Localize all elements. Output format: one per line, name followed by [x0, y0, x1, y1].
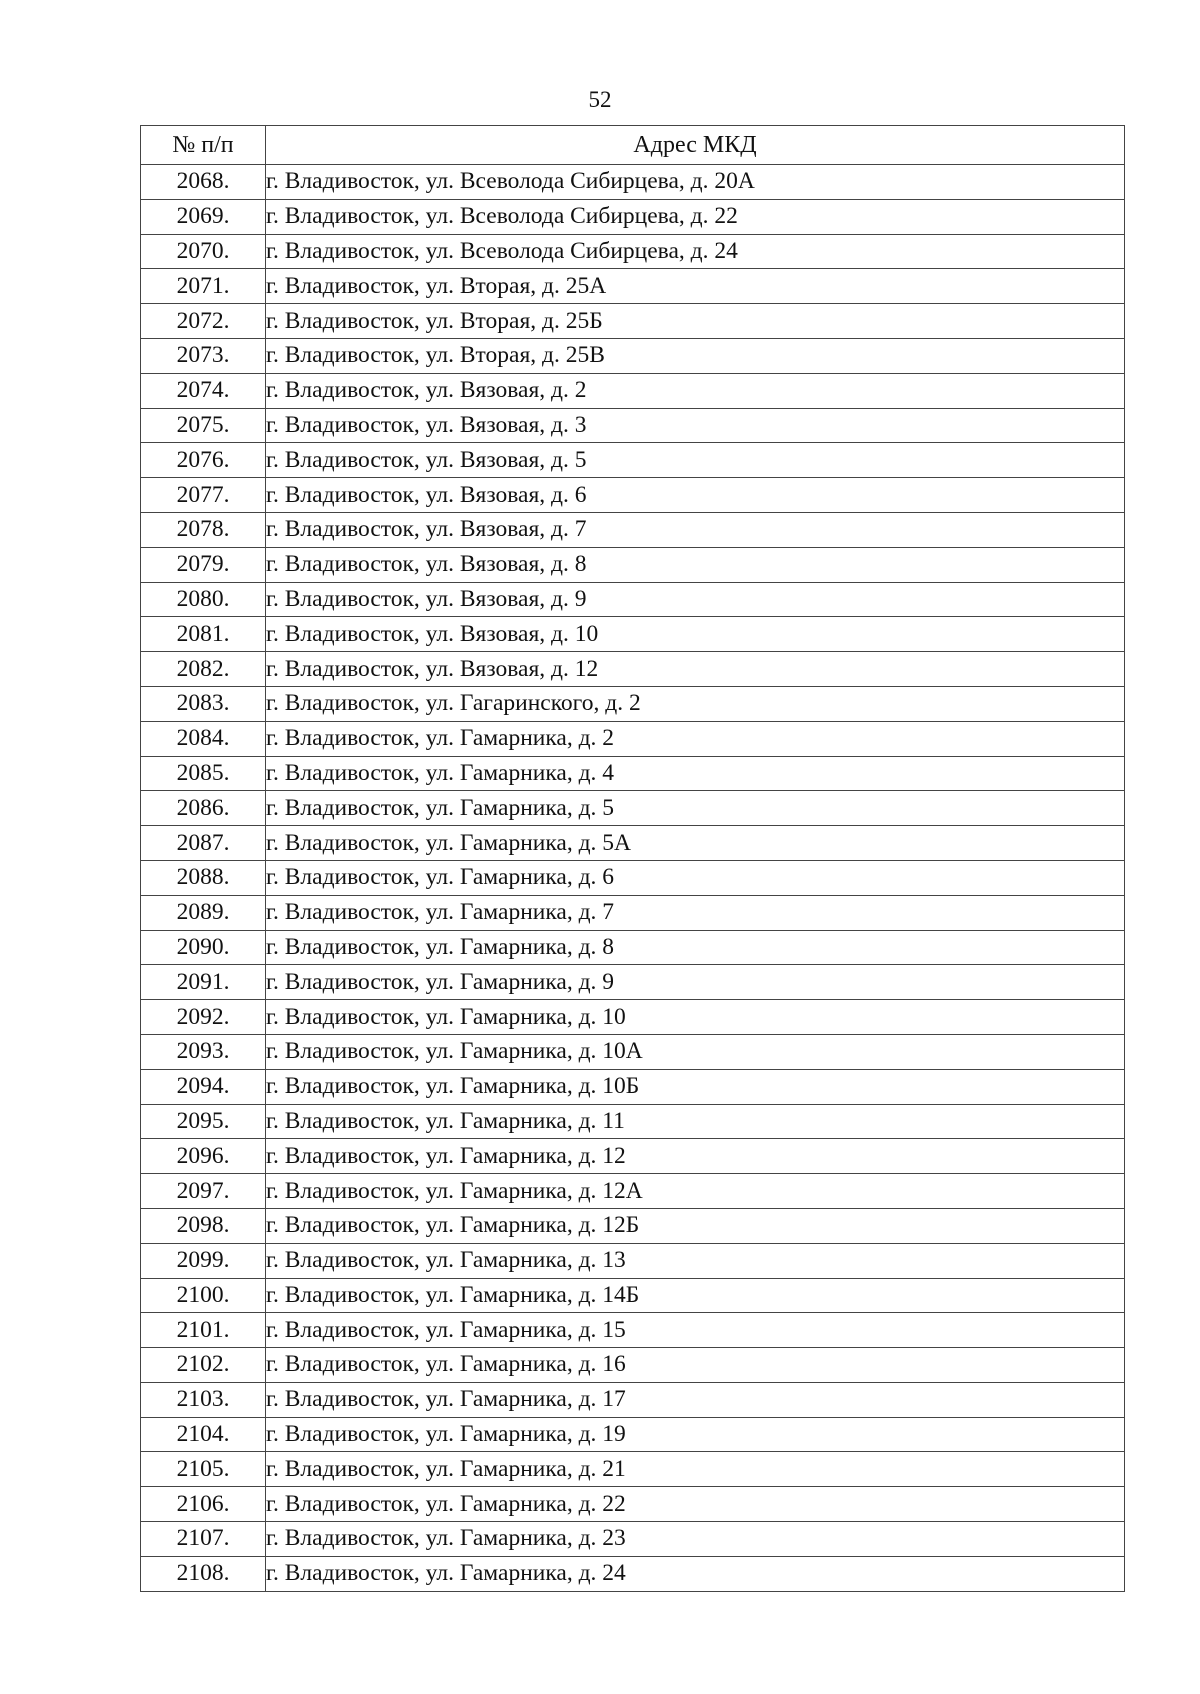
row-address: г. Владивосток, ул. Гамарника, д. 10 — [266, 1000, 1125, 1035]
row-number: 2091. — [141, 965, 266, 1000]
row-address: г. Владивосток, ул. Гамарника, д. 17 — [266, 1382, 1125, 1417]
row-address: г. Владивосток, ул. Вторая, д. 25Б — [266, 304, 1125, 339]
row-address: г. Владивосток, ул. Гамарника, д. 16 — [266, 1348, 1125, 1383]
row-address: г. Владивосток, ул. Гамарника, д. 10Б — [266, 1069, 1125, 1104]
table-row — [141, 234, 1125, 269]
table-row — [141, 1208, 1125, 1243]
table-row — [141, 860, 1125, 895]
table-row — [141, 1522, 1125, 1557]
table-row — [141, 1034, 1125, 1069]
row-number: 2096. — [141, 1139, 266, 1174]
row-number: 2093. — [141, 1034, 266, 1069]
row-number: 2099. — [141, 1243, 266, 1278]
address-table — [140, 125, 1125, 1592]
row-number: 2089. — [141, 895, 266, 930]
row-number: 2086. — [141, 791, 266, 826]
row-address: г. Владивосток, ул. Гамарника, д. 7 — [266, 895, 1125, 930]
row-number: 2078. — [141, 512, 266, 547]
table-row — [141, 686, 1125, 721]
row-number: 2092. — [141, 1000, 266, 1035]
table-row — [141, 1104, 1125, 1139]
table-row — [141, 930, 1125, 965]
row-number: 2069. — [141, 199, 266, 234]
row-number: 2102. — [141, 1348, 266, 1383]
row-number: 2087. — [141, 826, 266, 861]
table-row — [141, 512, 1125, 547]
table-row — [141, 721, 1125, 756]
row-address: г. Владивосток, ул. Всеволода Сибирцева, д. 20А — [266, 165, 1125, 200]
table-row — [141, 338, 1125, 373]
row-address: г. Владивосток, ул. Вязовая, д. 12 — [266, 652, 1125, 687]
row-number: 2068. — [141, 165, 266, 200]
table-row — [141, 617, 1125, 652]
row-number: 2076. — [141, 443, 266, 478]
row-address: г. Владивосток, ул. Гамарника, д. 15 — [266, 1313, 1125, 1348]
table-row — [141, 199, 1125, 234]
row-address: г. Владивосток, ул. Гамарника, д. 14Б — [266, 1278, 1125, 1313]
row-address: г. Владивосток, ул. Гамарника, д. 4 — [266, 756, 1125, 791]
row-address: г. Владивосток, ул. Гамарника, д. 2 — [266, 721, 1125, 756]
row-address: г. Владивосток, ул. Вторая, д. 25А — [266, 269, 1125, 304]
row-number: 2095. — [141, 1104, 266, 1139]
row-address: г. Владивосток, ул. Вязовая, д. 6 — [266, 478, 1125, 513]
row-address: г. Владивосток, ул. Гамарника, д. 12А — [266, 1174, 1125, 1209]
table-row — [141, 1487, 1125, 1522]
row-address: г. Владивосток, ул. Вязовая, д. 5 — [266, 443, 1125, 478]
row-address: г. Владивосток, ул. Гамарника, д. 5А — [266, 826, 1125, 861]
row-number: 2081. — [141, 617, 266, 652]
row-number: 2105. — [141, 1452, 266, 1487]
row-address: г. Владивосток, ул. Вязовая, д. 10 — [266, 617, 1125, 652]
row-number: 2090. — [141, 930, 266, 965]
row-address: г. Владивосток, ул. Вторая, д. 25В — [266, 338, 1125, 373]
row-number: 2094. — [141, 1069, 266, 1104]
table-row — [141, 1069, 1125, 1104]
table-row — [141, 373, 1125, 408]
table-row — [141, 1139, 1125, 1174]
row-number: 2083. — [141, 686, 266, 721]
row-address: г. Владивосток, ул. Вязовая, д. 9 — [266, 582, 1125, 617]
row-number: 2082. — [141, 652, 266, 687]
row-number: 2075. — [141, 408, 266, 443]
row-number: 2106. — [141, 1487, 266, 1522]
table-row — [141, 269, 1125, 304]
row-address: г. Владивосток, ул. Гамарника, д. 10А — [266, 1034, 1125, 1069]
row-address: г. Владивосток, ул. Гамарника, д. 9 — [266, 965, 1125, 1000]
row-address: г. Владивосток, ул. Гамарника, д. 12 — [266, 1139, 1125, 1174]
row-number: 2088. — [141, 860, 266, 895]
row-address: г. Владивосток, ул. Гамарника, д. 5 — [266, 791, 1125, 826]
row-number: 2070. — [141, 234, 266, 269]
table-row — [141, 582, 1125, 617]
table-row — [141, 1313, 1125, 1348]
table-row — [141, 443, 1125, 478]
table-row — [141, 165, 1125, 200]
header-number: № п/п — [141, 126, 266, 165]
row-address: г. Владивосток, ул. Гамарника, д. 21 — [266, 1452, 1125, 1487]
table-row — [141, 1382, 1125, 1417]
table-row — [141, 756, 1125, 791]
row-number: 2074. — [141, 373, 266, 408]
row-address: г. Владивосток, ул. Гамарника, д. 12Б — [266, 1208, 1125, 1243]
table-row — [141, 1417, 1125, 1452]
header-address: Адрес МКД — [266, 126, 1125, 165]
table-row — [141, 895, 1125, 930]
row-number: 2108. — [141, 1556, 266, 1591]
row-address: г. Владивосток, ул. Гамарника, д. 11 — [266, 1104, 1125, 1139]
row-address: г. Владивосток, ул. Всеволода Сибирцева, д. 22 — [266, 199, 1125, 234]
row-address: г. Владивосток, ул. Всеволода Сибирцева, д. 24 — [266, 234, 1125, 269]
table-row — [141, 1174, 1125, 1209]
row-address: г. Владивосток, ул. Вязовая, д. 2 — [266, 373, 1125, 408]
row-address: г. Владивосток, ул. Гамарника, д. 6 — [266, 860, 1125, 895]
row-address: г. Владивосток, ул. Гамарника, д. 13 — [266, 1243, 1125, 1278]
row-number: 2103. — [141, 1382, 266, 1417]
table-row — [141, 965, 1125, 1000]
row-number: 2097. — [141, 1174, 266, 1209]
table-row — [141, 408, 1125, 443]
row-address: г. Владивосток, ул. Гамарника, д. 22 — [266, 1487, 1125, 1522]
table-body — [141, 165, 1125, 1592]
row-number: 2084. — [141, 721, 266, 756]
row-number: 2073. — [141, 338, 266, 373]
row-address: г. Владивосток, ул. Гагаринского, д. 2 — [266, 686, 1125, 721]
table-row — [141, 1556, 1125, 1591]
row-number: 2100. — [141, 1278, 266, 1313]
row-number: 2071. — [141, 269, 266, 304]
table-row — [141, 1278, 1125, 1313]
table-row — [141, 791, 1125, 826]
table-row — [141, 1243, 1125, 1278]
row-number: 2079. — [141, 547, 266, 582]
row-address: г. Владивосток, ул. Гамарника, д. 19 — [266, 1417, 1125, 1452]
row-number: 2098. — [141, 1208, 266, 1243]
table-row — [141, 1000, 1125, 1035]
table-row — [141, 652, 1125, 687]
table-row — [141, 478, 1125, 513]
row-address: г. Владивосток, ул. Гамарника, д. 24 — [266, 1556, 1125, 1591]
row-number: 2104. — [141, 1417, 266, 1452]
table-row — [141, 826, 1125, 861]
row-number: 2085. — [141, 756, 266, 791]
row-address: г. Владивосток, ул. Гамарника, д. 23 — [266, 1522, 1125, 1557]
table-header — [141, 126, 1125, 165]
row-address: г. Владивосток, ул. Вязовая, д. 7 — [266, 512, 1125, 547]
row-number: 2077. — [141, 478, 266, 513]
row-number: 2107. — [141, 1522, 266, 1557]
row-address: г. Владивосток, ул. Гамарника, д. 8 — [266, 930, 1125, 965]
row-address: г. Владивосток, ул. Вязовая, д. 3 — [266, 408, 1125, 443]
table-row — [141, 1348, 1125, 1383]
table-row — [141, 547, 1125, 582]
table-row — [141, 304, 1125, 339]
table-row — [141, 1452, 1125, 1487]
header-row — [141, 126, 1125, 165]
row-address: г. Владивосток, ул. Вязовая, д. 8 — [266, 547, 1125, 582]
row-number: 2080. — [141, 582, 266, 617]
page-number: 52 — [588, 87, 612, 112]
row-number: 2072. — [141, 304, 266, 339]
row-number: 2101. — [141, 1313, 266, 1348]
